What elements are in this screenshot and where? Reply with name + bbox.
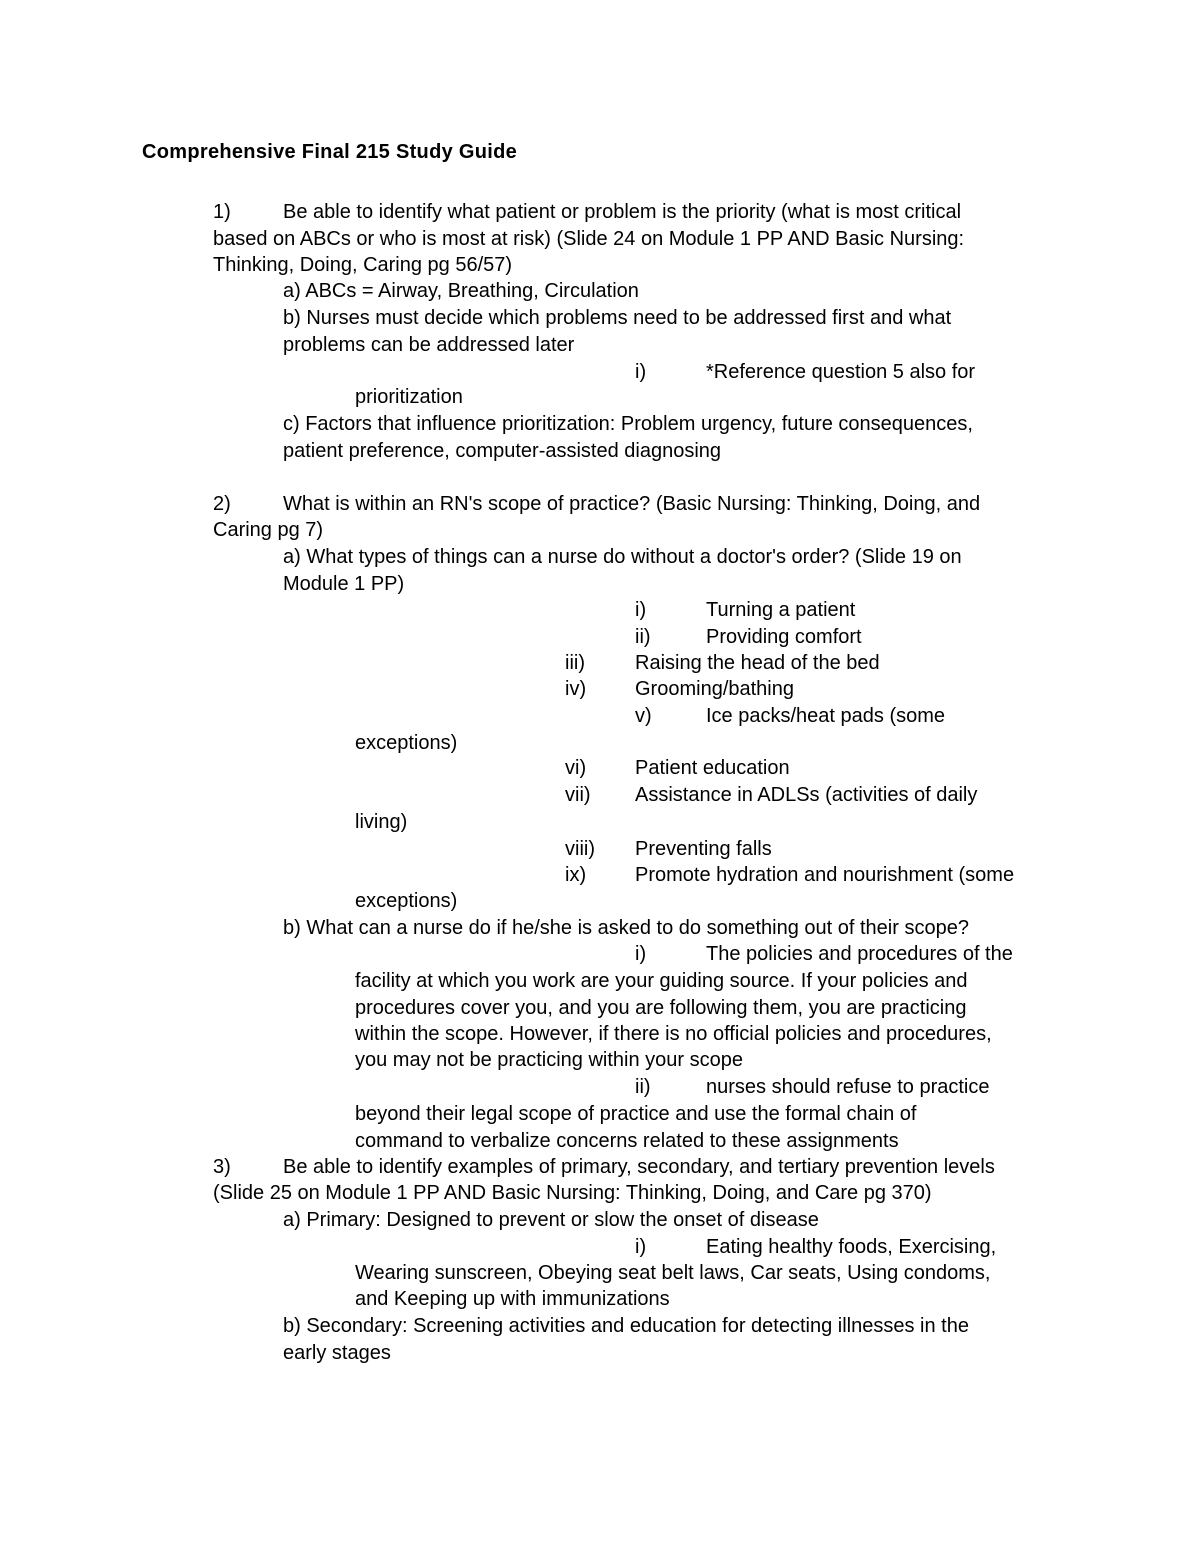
text-line: b) Nurses must decide which problems need to be addressed first and what [283, 307, 952, 329]
list-item-text: Raising the head of the bed [635, 652, 880, 674]
list-item-text: The policies and procedures of the [706, 943, 1013, 965]
text-line: patient preference, computer-assisted diagnosing [283, 440, 722, 462]
list-marker: i) [635, 361, 647, 383]
text-line: Wearing sunscreen, Obeying seat belt laws, Car seats, Using condoms, [355, 1262, 991, 1284]
list-marker: iv) [565, 678, 587, 700]
list-marker: 1) [213, 201, 231, 223]
list-marker: i) [635, 1236, 647, 1258]
text-line: a) ABCs = Airway, Breathing, Circulation [283, 280, 639, 302]
list-item-text: Patient education [635, 757, 790, 779]
text-line: prioritization [355, 386, 463, 408]
list-marker: 2) [213, 493, 231, 515]
list-item-text: Promote hydration and nourishment (some [635, 864, 1015, 886]
text-line: Thinking, Doing, Caring pg 56/57) [213, 254, 513, 276]
text-line: beyond their legal scope of practice and use the formal chain of [355, 1103, 917, 1125]
list-marker: viii) [565, 838, 595, 860]
text-line: c) Factors that influence prioritization: Problem urgency, future consequences, [283, 413, 973, 435]
list-item-text: Preventing falls [635, 838, 772, 860]
list-item-text: Eating healthy foods, Exercising, [706, 1236, 997, 1258]
list-marker: i) [635, 943, 647, 965]
document-title: Comprehensive Final 215 Study Guide [142, 141, 518, 163]
list-marker: iii) [565, 652, 585, 674]
text-line: Caring pg 7) [213, 519, 324, 541]
list-item-text: Turning a patient [706, 599, 856, 621]
text-line: b) What can a nurse do if he/she is asked to do something out of their scope? [283, 917, 969, 939]
list-item-text: nurses should refuse to practice [706, 1076, 990, 1098]
text-line: based on ABCs or who is most at risk) (Slide 24 on Module 1 PP AND Basic Nursing: [213, 228, 965, 250]
text-line: and Keeping up with immunizations [355, 1288, 670, 1310]
list-marker: vi) [565, 757, 587, 779]
text-line: Module 1 PP) [283, 573, 405, 595]
text-line: early stages [283, 1342, 391, 1364]
list-item-text: Be able to identify examples of primary, secondary, and tertiary prevention levels [283, 1156, 995, 1178]
list-marker: ii) [635, 1076, 651, 1098]
list-marker: vii) [565, 784, 591, 806]
text-line: within the scope. However, if there is no official policies and procedures, [355, 1023, 992, 1045]
text-line: exceptions) [355, 732, 458, 754]
text-line: exceptions) [355, 890, 458, 912]
list-item-text: Be able to identify what patient or problem is the priority (what is most critical [283, 201, 962, 223]
list-item-text: Assistance in ADLSs (activities of daily [635, 784, 978, 806]
text-line: you may not be practicing within your scope [355, 1049, 743, 1071]
list-item-text: Grooming/bathing [635, 678, 794, 700]
text-line: problems can be addressed later [283, 334, 575, 356]
text-line: a) What types of things can a nurse do without a doctor's order? (Slide 19 on [283, 546, 962, 568]
list-marker: ix) [565, 864, 587, 886]
text-line: facility at which you work are your guiding source. If your policies and [355, 970, 968, 992]
text-line: living) [355, 811, 408, 833]
list-marker: v) [635, 705, 652, 727]
text-line: procedures cover you, and you are following them, you are practicing [355, 997, 967, 1019]
list-marker: ii) [635, 626, 651, 648]
list-item-text: *Reference question 5 also for [706, 361, 976, 383]
list-marker: i) [635, 599, 647, 621]
text-line: b) Secondary: Screening activities and education for detecting illnesses in the [283, 1315, 969, 1337]
text-line: a) Primary: Designed to prevent or slow the onset of disease [283, 1209, 819, 1231]
text-line: (Slide 25 on Module 1 PP AND Basic Nursing: Thinking, Doing, and Care pg 370) [213, 1182, 932, 1204]
text-line: command to verbalize concerns related to these assignments [355, 1130, 899, 1152]
list-item-text: What is within an RN's scope of practice? (Basic Nursing: Thinking, Doing, and [283, 493, 981, 515]
list-item-text: Ice packs/heat pads (some [706, 705, 946, 727]
list-item-text: Providing comfort [706, 626, 862, 648]
list-marker: 3) [213, 1156, 231, 1178]
